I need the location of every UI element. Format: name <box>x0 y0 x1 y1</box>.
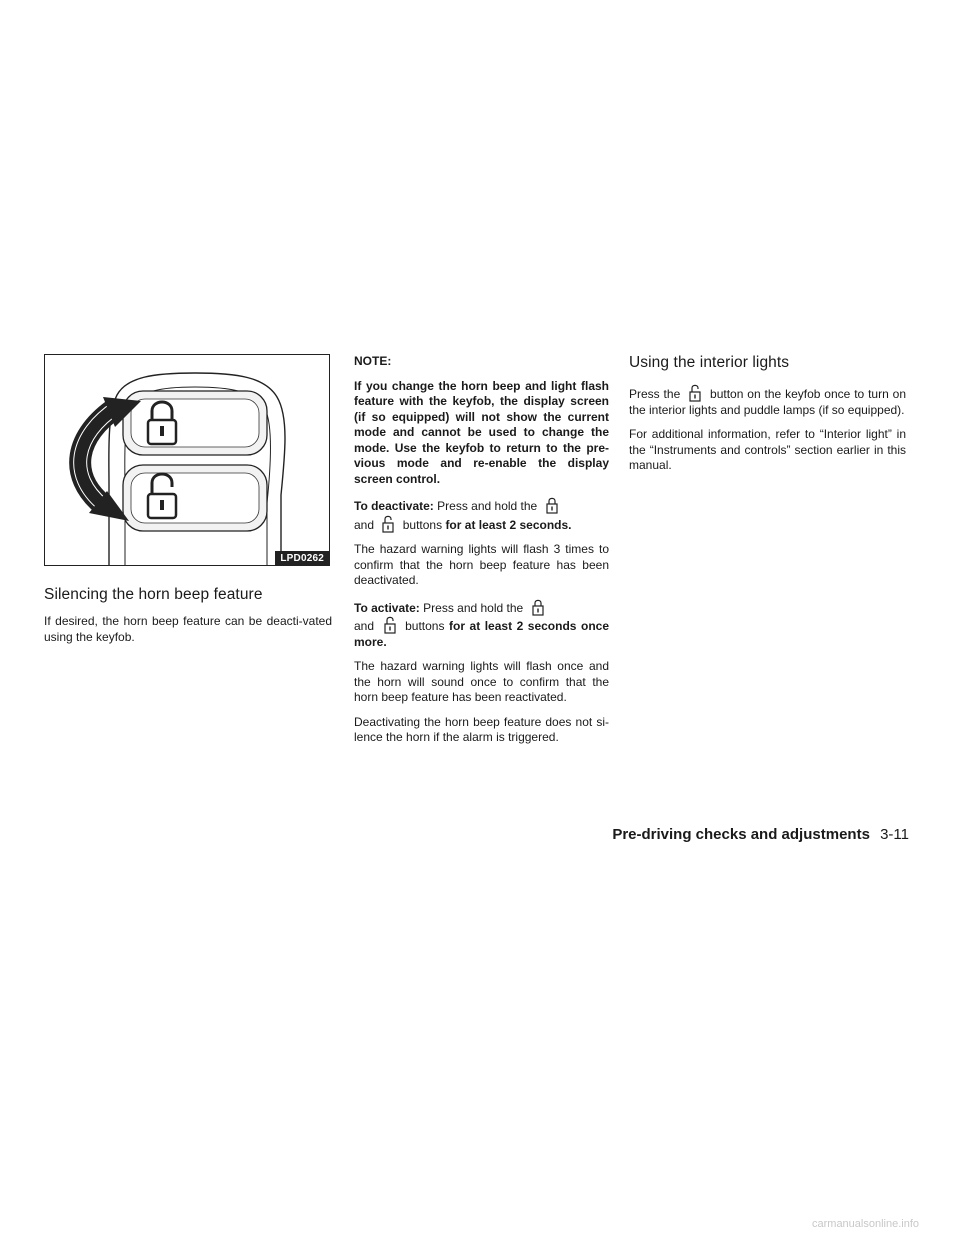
section-heading-silencing: Silencing the horn beep feature <box>44 586 263 603</box>
unlock-icon <box>383 616 397 634</box>
lock-icon <box>545 496 559 514</box>
keyfob-illustration <box>45 355 330 566</box>
activate-duration: for at least 2 seconds once more. <box>354 619 609 649</box>
activate-and: and <box>354 619 375 633</box>
page-number: 3-11 <box>880 826 909 843</box>
note-body: If you change the horn beep and light flash feature with the keyfob, the display screen (if so equipped) will not show the current mode and cannot be used to change the mode. Use the keyfob to return to the pre-vious mode and re-enable the display screen control. <box>354 378 609 486</box>
activate-instruction <box>354 598 609 651</box>
left-column <box>44 354 332 654</box>
deactivate-result: The hazard warning lights will flash 3 times to confirm that the horn beep feature has been deactivated. <box>354 542 609 587</box>
intro-paragraph: If desired, the horn beep feature can be deacti-vated using the keyfob. <box>44 614 332 644</box>
deactivate-text: Press and hold the <box>437 499 538 513</box>
note-heading: NOTE: <box>354 354 392 368</box>
activate-label: To activate: <box>354 600 420 615</box>
page-footer <box>589 826 909 843</box>
deactivate-label: To deactivate: <box>354 499 434 513</box>
middle-column <box>354 354 609 755</box>
unlock-icon <box>381 515 395 533</box>
deactivate-duration: for at least 2 seconds. <box>445 517 572 532</box>
alarm-note: Deactivating the horn beep feature does not si-lence the horn if the alarm is triggered. <box>354 714 609 744</box>
footer-section-title: Pre-driving checks and adjustments <box>612 826 870 843</box>
activate-text: Press and hold the <box>423 600 524 615</box>
activate-result: The hazard warning lights will flash once and the horn will sound once to confirm that the horn beep feature has been reactivated. <box>354 659 609 704</box>
deactivate-buttons: buttons <box>402 517 443 532</box>
lock-icon <box>531 598 545 616</box>
unlock-icon <box>688 384 702 402</box>
right-column <box>629 354 906 483</box>
press-the-text: Press the <box>629 387 681 401</box>
watermark: carmanualsonline.info <box>812 1218 920 1230</box>
figure-label: LPD0262 <box>275 551 329 565</box>
interior-lights-instruction <box>629 384 906 418</box>
deactivate-and: and <box>354 517 375 532</box>
press-rest-text: button on the keyfob once to turn on the interior lights and puddle lamps (if so equipped). <box>629 387 906 417</box>
activate-buttons: buttons <box>405 619 445 633</box>
keyfob-figure <box>44 354 330 566</box>
section-heading-interior-lights: Using the interior lights <box>629 354 790 371</box>
deactivate-instruction <box>354 496 609 533</box>
additional-info: For additional information, refer to “Interior light” in the “Instruments and controls” section earlier in this manual. <box>629 427 906 472</box>
